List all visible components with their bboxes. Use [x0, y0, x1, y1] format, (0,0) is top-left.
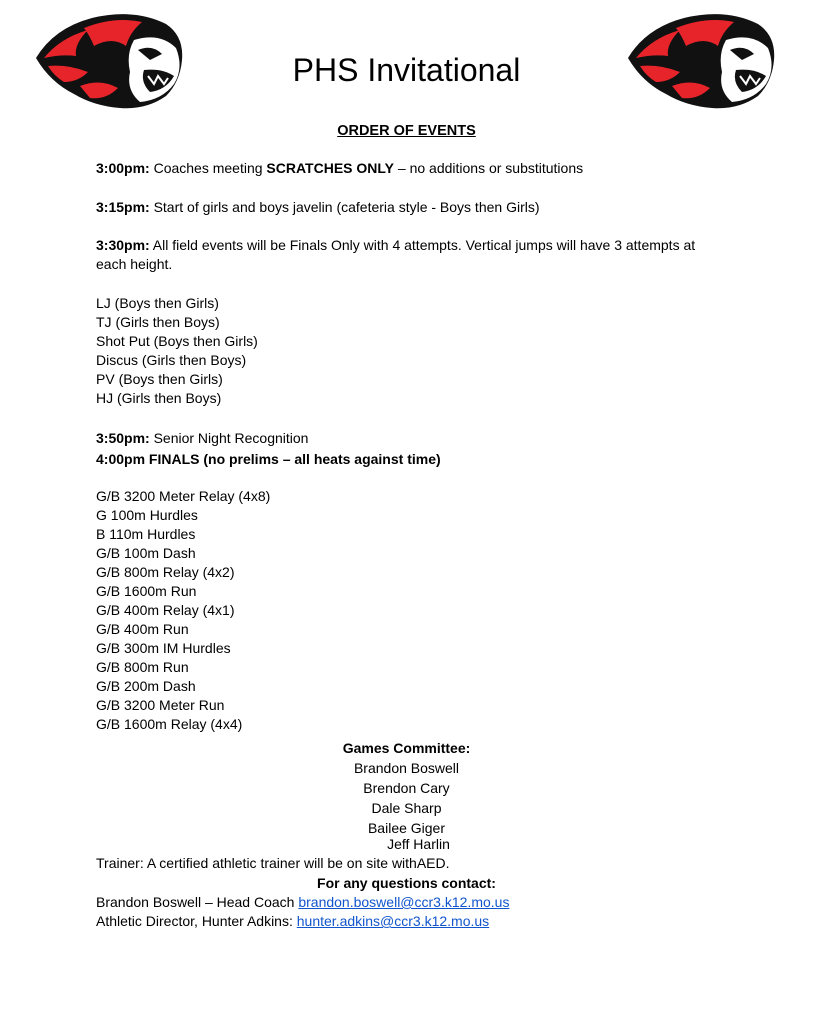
list-item: G/B 1600m Relay (4x4) [96, 716, 243, 732]
schedule-time: 3:00pm: [96, 160, 150, 176]
page-subtitle: ORDER OF EVENTS [337, 123, 476, 139]
coach-email-link[interactable]: brandon.boswell@ccr3.k12.mo.us [298, 894, 510, 910]
list-item: G/B 3200 Meter Run [96, 697, 225, 713]
committee-member: Bailee Giger [367, 820, 446, 836]
committee-member: Dale Sharp [371, 800, 442, 816]
schedule-item: 3:15pm: Start of girls and boys javelin (cafeteria style - Boys then Girls) [96, 199, 540, 215]
schedule-item: 3:00pm: Coaches meeting SCRATCHES ONLY – no additions or substitutions [96, 160, 584, 176]
committee-heading: Games Committee: [342, 740, 471, 756]
list-item: LJ (Boys then Girls) [96, 295, 219, 311]
list-item: G/B 1600m Run [96, 583, 197, 599]
contact-coach: Brandon Boswell – Head Coach brandon.boswell@ccr3.k12.mo.us [96, 894, 510, 910]
page-title: PHS Invitational [292, 52, 521, 88]
contact-heading: For any questions contact: [317, 875, 496, 891]
committee-member: Jeff Harlin [387, 836, 450, 852]
list-item: B 110m Hurdles [96, 526, 196, 542]
list-item: PV (Boys then Girls) [96, 371, 223, 387]
schedule-time: 3:30pm: [96, 237, 150, 253]
list-item: Discus (Girls then Boys) [96, 352, 247, 368]
list-item: G/B 100m Dash [96, 545, 196, 561]
list-item: G/B 3200 Meter Relay (4x8) [96, 488, 271, 504]
schedule-item: 3:30pm: All field events will be Finals Only with 4 attempts. Vertical jumps will have 3 attempts at each height. [96, 237, 696, 272]
trainer-note: Trainer: A certified athletic trainer will be on site withAED. [96, 855, 450, 871]
committee-member: Brandon Boswell [353, 760, 460, 776]
list-item: G/B 400m Run [96, 621, 189, 637]
list-item: G/B 300m IM Hurdles [96, 640, 231, 656]
list-item: HJ (Girls then Boys) [96, 390, 222, 406]
finals-heading: 4:00pm FINALS (no prelims – all heats against time) [96, 451, 441, 467]
schedule-time: 3:50pm: [96, 430, 150, 446]
committee-member: Brendon Cary [363, 780, 450, 796]
schedule-item: 3:50pm: Senior Night Recognition [96, 430, 309, 446]
list-item: Shot Put (Boys then Girls) [96, 333, 258, 349]
contact-ad: Athletic Director, Hunter Adkins: hunter.adkins@ccr3.k12.mo.us [96, 913, 490, 929]
list-item: TJ (Girls then Boys) [96, 314, 220, 330]
list-item: G/B 200m Dash [96, 678, 196, 694]
list-item: G 100m Hurdles [96, 507, 198, 523]
list-item: G/B 800m Run [96, 659, 189, 675]
list-item: G/B 400m Relay (4x1) [96, 602, 235, 618]
list-item: G/B 800m Relay (4x2) [96, 564, 235, 580]
schedule-time: 3:15pm: [96, 199, 150, 215]
ad-email-link[interactable]: hunter.adkins@ccr3.k12.mo.us [296, 913, 490, 929]
